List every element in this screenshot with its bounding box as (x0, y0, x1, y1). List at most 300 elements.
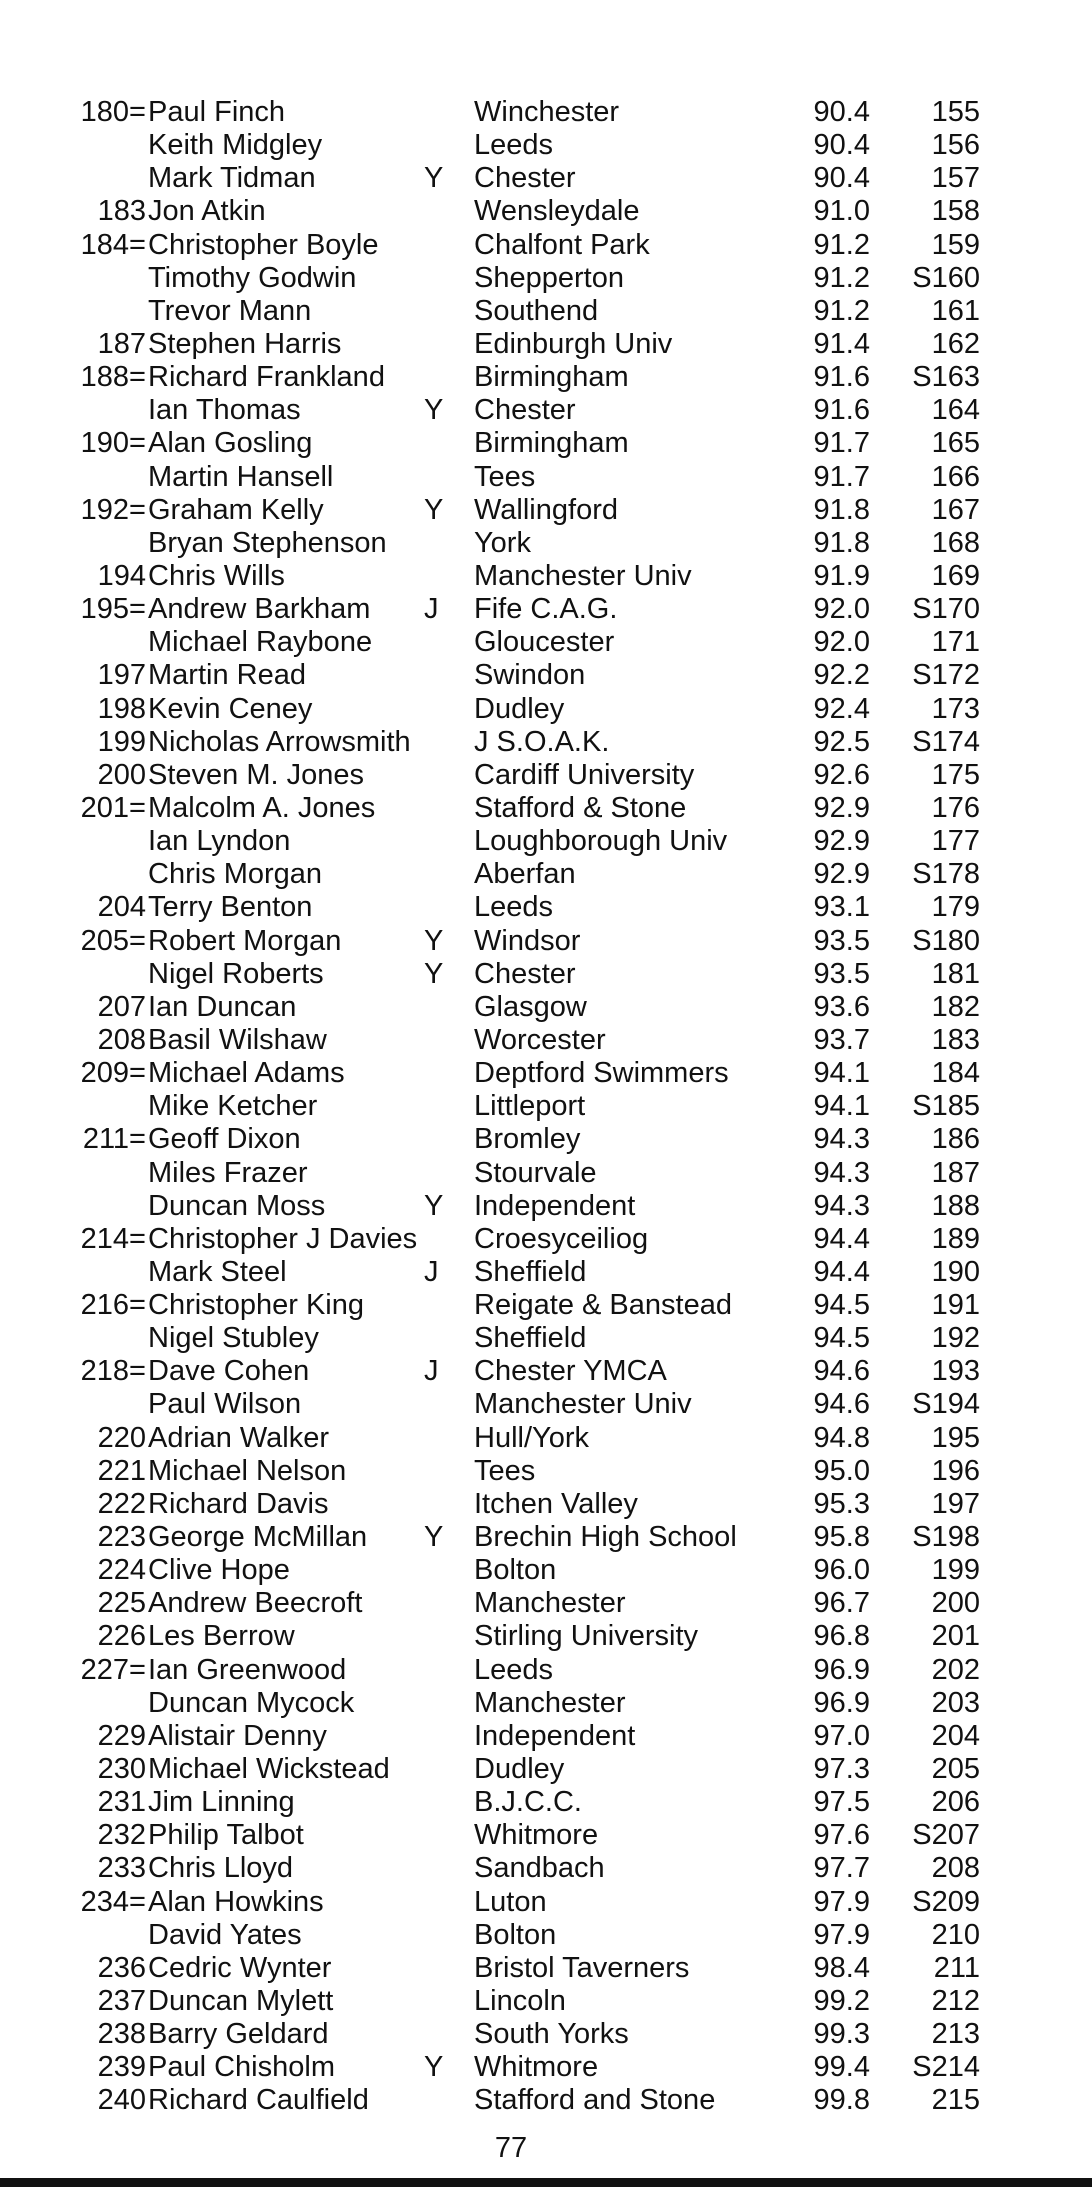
competitor-name-cell: Paul Wilson (148, 1388, 302, 1421)
entry-number-cell: S174 (912, 725, 980, 758)
result-row (0, 1919, 1092, 1952)
entry-number-cell: 208 (931, 1852, 980, 1885)
competitor-name-cell: Andrew Barkham (148, 593, 371, 626)
result-row (0, 1687, 1092, 1720)
club-cell: Chester (474, 162, 576, 195)
position-cell: 199 (97, 725, 146, 758)
result-row (0, 991, 1092, 1024)
score-cell: 91.6 (813, 361, 870, 394)
entry-number-cell: 213 (931, 2018, 980, 2051)
position-cell: 208 (97, 1023, 146, 1056)
entry-number-cell: 186 (931, 1123, 980, 1156)
competitor-name-cell: Michael Wickstead (148, 1753, 390, 1786)
club-cell: Birmingham (474, 427, 629, 460)
result-row (0, 1355, 1092, 1388)
club-cell: Manchester Univ (474, 559, 692, 592)
entry-number-cell: 182 (931, 990, 980, 1023)
competitor-name-cell: Michael Nelson (148, 1454, 347, 1487)
category-flag-cell: Y (424, 1189, 444, 1222)
result-row (0, 527, 1092, 560)
score-cell: 97.5 (813, 1786, 870, 1819)
result-row (0, 229, 1092, 262)
result-row (0, 1123, 1092, 1156)
position-cell: 232 (97, 1819, 146, 1852)
competitor-name-cell: Steven M. Jones (148, 758, 364, 791)
club-cell: Stafford & Stone (474, 791, 687, 824)
position-cell: 192= (80, 493, 146, 526)
result-row (0, 394, 1092, 427)
club-cell: Manchester (474, 1587, 626, 1620)
competitor-name-cell: Chris Lloyd (148, 1852, 294, 1885)
entry-number-cell: 166 (931, 460, 980, 493)
score-cell: 93.5 (813, 957, 870, 990)
position-cell: 214= (80, 1222, 146, 1255)
result-row (0, 1554, 1092, 1587)
category-flag-cell: Y (424, 2051, 444, 2084)
club-cell: Stirling University (474, 1620, 698, 1653)
club-cell: Cardiff University (474, 758, 695, 791)
score-cell: 91.7 (813, 427, 870, 460)
score-cell: 99.3 (813, 2018, 870, 2051)
competitor-name-cell: Graham Kelly (148, 493, 324, 526)
result-row (0, 925, 1092, 958)
score-cell: 92.9 (813, 858, 870, 891)
score-cell: 93.5 (813, 924, 870, 957)
club-cell: Shepperton (474, 261, 624, 294)
competitor-name-cell: Cedric Wynter (148, 1951, 332, 1984)
entry-number-cell: 157 (931, 162, 980, 195)
competitor-name-cell: Keith Midgley (148, 129, 323, 162)
club-cell: Hull/York (474, 1421, 589, 1454)
position-cell: 205= (80, 924, 146, 957)
entry-number-cell: 197 (931, 1487, 980, 1520)
position-cell: 234= (80, 1885, 146, 1918)
entry-number-cell: 179 (931, 891, 980, 924)
competitor-name-cell: Chris Wills (148, 559, 285, 592)
competitor-name-cell: Les Berrow (148, 1620, 295, 1653)
results-table (0, 96, 1092, 2118)
competitor-name-cell: Clive Hope (148, 1554, 290, 1587)
score-cell: 94.5 (813, 1289, 870, 1322)
competitor-name-cell: Ian Duncan (148, 990, 297, 1023)
score-cell: 93.6 (813, 990, 870, 1023)
club-cell: Reigate & Banstead (474, 1289, 732, 1322)
result-row (0, 1322, 1092, 1355)
entry-number-cell: S198 (912, 1521, 980, 1554)
position-cell: 224 (97, 1554, 146, 1587)
result-row (0, 1488, 1092, 1521)
score-cell: 99.2 (813, 1985, 870, 2018)
competitor-name-cell: Christopher King (148, 1289, 364, 1322)
entry-number-cell: 177 (931, 825, 980, 858)
result-row (0, 792, 1092, 825)
competitor-name-cell: Alan Gosling (148, 427, 313, 460)
club-cell: Whitmore (474, 2051, 599, 2084)
result-row (0, 1422, 1092, 1455)
position-cell: 220 (97, 1421, 146, 1454)
competitor-name-cell: Timothy Godwin (148, 261, 357, 294)
club-cell: Chester (474, 394, 576, 427)
position-cell: 204 (97, 891, 146, 924)
entry-number-cell: 164 (931, 394, 980, 427)
result-row (0, 262, 1092, 295)
entry-number-cell: 191 (931, 1289, 980, 1322)
position-cell: 216= (80, 1289, 146, 1322)
position-cell: 180= (80, 96, 146, 128)
score-cell: 97.3 (813, 1753, 870, 1786)
competitor-name-cell: Kevin Ceney (148, 692, 313, 725)
entry-number-cell: 156 (931, 129, 980, 162)
position-cell: 183 (97, 195, 146, 228)
score-cell: 96.9 (813, 1653, 870, 1686)
score-cell: 97.7 (813, 1852, 870, 1885)
competitor-name-cell: Malcolm A. Jones (148, 791, 376, 824)
score-cell: 94.1 (813, 1057, 870, 1090)
competitor-name-cell: Duncan Moss (148, 1189, 326, 1222)
competitor-name-cell: Terry Benton (148, 891, 313, 924)
result-row (0, 2018, 1092, 2051)
entry-number-cell: 202 (931, 1653, 980, 1686)
category-flag-cell: Y (424, 493, 444, 526)
entry-number-cell: 165 (931, 427, 980, 460)
competitor-name-cell: Ian Greenwood (148, 1653, 347, 1686)
competitor-name-cell: Martin Hansell (148, 460, 334, 493)
club-cell: Brechin High School (474, 1521, 737, 1554)
club-cell: Bromley (474, 1123, 581, 1156)
competitor-name-cell: Philip Talbot (148, 1819, 304, 1852)
position-cell: 229 (97, 1719, 146, 1752)
category-flag-cell: Y (424, 162, 444, 195)
competitor-name-cell: Stephen Harris (148, 327, 342, 360)
entry-number-cell: 195 (931, 1421, 980, 1454)
position-cell: 238 (97, 2018, 146, 2051)
result-row (0, 1057, 1092, 1090)
result-row (0, 1289, 1092, 1322)
result-row (0, 1620, 1092, 1653)
club-cell: Wallingford (474, 493, 618, 526)
entry-number-cell: 183 (931, 1023, 980, 1056)
score-cell: 91.9 (813, 559, 870, 592)
club-cell: Bolton (474, 1918, 557, 1951)
position-cell: 225 (97, 1587, 146, 1620)
result-row (0, 1852, 1092, 1885)
result-row (0, 295, 1092, 328)
entry-number-cell: 167 (931, 493, 980, 526)
competitor-name-cell: Geoff Dixon (148, 1123, 301, 1156)
entry-number-cell: 189 (931, 1222, 980, 1255)
club-cell: Lincoln (474, 1985, 566, 2018)
club-cell: Wensleydale (474, 195, 640, 228)
score-cell: 90.4 (813, 162, 870, 195)
competitor-name-cell: Duncan Mycock (148, 1686, 355, 1719)
result-row (0, 1587, 1092, 1620)
club-cell: Dudley (474, 692, 565, 725)
entry-number-cell: 175 (931, 758, 980, 791)
club-cell: Itchen Valley (474, 1487, 638, 1520)
entry-number-cell: 192 (931, 1322, 980, 1355)
competitor-name-cell: Miles Frazer (148, 1156, 308, 1189)
result-row (0, 1024, 1092, 1057)
result-row (0, 825, 1092, 858)
competitor-name-cell: Ian Lyndon (148, 825, 291, 858)
result-row (0, 1786, 1092, 1819)
entry-number-cell: 205 (931, 1753, 980, 1786)
score-cell: 91.2 (813, 228, 870, 261)
club-cell: Manchester Univ (474, 1388, 692, 1421)
competitor-name-cell: Mark Tidman (148, 162, 316, 195)
position-cell: 223 (97, 1521, 146, 1554)
club-cell: Birmingham (474, 361, 629, 394)
competitor-name-cell: Bryan Stephenson (148, 526, 387, 559)
result-row (0, 1190, 1092, 1223)
result-row (0, 1521, 1092, 1554)
result-row (0, 1654, 1092, 1687)
score-cell: 96.7 (813, 1587, 870, 1620)
position-cell: 222 (97, 1487, 146, 1520)
result-row (0, 96, 1092, 129)
club-cell: Chester (474, 957, 576, 990)
competitor-name-cell: Chris Morgan (148, 858, 323, 891)
club-cell: Leeds (474, 129, 554, 162)
position-cell: 195= (80, 593, 146, 626)
entry-number-cell: 200 (931, 1587, 980, 1620)
entry-number-cell: S185 (912, 1090, 980, 1123)
result-row (0, 427, 1092, 460)
score-cell: 97.6 (813, 1819, 870, 1852)
competitor-name-cell: Andrew Beecroft (148, 1587, 363, 1620)
club-cell: York (474, 526, 531, 559)
result-row (0, 361, 1092, 394)
club-cell: Swindon (474, 659, 586, 692)
score-cell: 98.4 (813, 1951, 870, 1984)
competitor-name-cell: Richard Caulfield (148, 2084, 369, 2117)
club-cell: Deptford Swimmers (474, 1057, 729, 1090)
result-row (0, 593, 1092, 626)
entry-number-cell: 176 (931, 791, 980, 824)
score-cell: 99.4 (813, 2051, 870, 2084)
result-row (0, 1819, 1092, 1852)
position-cell: 236 (97, 1951, 146, 1984)
position-cell: 194 (97, 559, 146, 592)
position-cell: 211= (82, 1123, 146, 1156)
club-cell: Manchester (474, 1686, 626, 1719)
club-cell: Bolton (474, 1554, 557, 1587)
club-cell: B.J.C.C. (474, 1786, 582, 1819)
club-cell: Bristol Taverners (474, 1951, 690, 1984)
entry-number-cell: 190 (931, 1255, 980, 1288)
category-flag-cell: J (424, 593, 439, 626)
entry-number-cell: 181 (931, 957, 980, 990)
club-cell: Stourvale (474, 1156, 597, 1189)
result-row (0, 1388, 1092, 1421)
entry-number-cell: S207 (912, 1819, 980, 1852)
club-cell: J S.O.A.K. (474, 725, 610, 758)
club-cell: Loughborough Univ (474, 825, 728, 858)
entry-number-cell: 199 (931, 1554, 980, 1587)
club-cell: Tees (474, 1454, 536, 1487)
score-cell: 94.8 (813, 1421, 870, 1454)
entry-number-cell: 215 (931, 2084, 980, 2117)
score-cell: 95.3 (813, 1487, 870, 1520)
score-cell: 95.0 (813, 1454, 870, 1487)
club-cell: Aberfan (474, 858, 576, 891)
result-row (0, 494, 1092, 527)
score-cell: 93.1 (813, 891, 870, 924)
club-cell: Chester YMCA (474, 1355, 667, 1388)
score-cell: 92.4 (813, 692, 870, 725)
position-cell: 233 (97, 1852, 146, 1885)
score-cell: 96.9 (813, 1686, 870, 1719)
position-cell: 197 (97, 659, 146, 692)
position-cell: 198 (97, 692, 146, 725)
club-cell: Sandbach (474, 1852, 605, 1885)
result-row (0, 1952, 1092, 1985)
score-cell: 91.8 (813, 493, 870, 526)
result-row (0, 1256, 1092, 1289)
result-row (0, 195, 1092, 228)
result-row (0, 2084, 1092, 2117)
competitor-name-cell: Adrian Walker (148, 1421, 330, 1454)
competitor-name-cell: Dave Cohen (148, 1355, 310, 1388)
competitor-name-cell: Mike Ketcher (148, 1090, 318, 1123)
club-cell: Tees (474, 460, 536, 493)
score-cell: 94.6 (813, 1355, 870, 1388)
entry-number-cell: 201 (931, 1620, 980, 1653)
competitor-name-cell: Barry Geldard (148, 2018, 329, 2051)
position-cell: 230 (97, 1753, 146, 1786)
competitor-name-cell: Michael Raybone (148, 626, 373, 659)
club-cell: Croesyceiliog (474, 1222, 649, 1255)
result-row (0, 560, 1092, 593)
result-row (0, 129, 1092, 162)
position-cell: 231 (97, 1786, 146, 1819)
score-cell: 95.8 (813, 1521, 870, 1554)
entry-number-cell: S160 (912, 261, 980, 294)
club-cell: South Yorks (474, 2018, 629, 2051)
competitor-name-cell: Nigel Roberts (148, 957, 324, 990)
category-flag-cell: Y (424, 957, 444, 990)
score-cell: 92.2 (813, 659, 870, 692)
score-cell: 91.2 (813, 261, 870, 294)
club-cell: Littleport (474, 1090, 586, 1123)
position-cell: 221 (97, 1454, 146, 1487)
entry-number-cell: 196 (931, 1454, 980, 1487)
entry-number-cell: 193 (931, 1355, 980, 1388)
entry-number-cell: S170 (912, 593, 980, 626)
score-cell: 94.3 (813, 1156, 870, 1189)
position-cell: 218= (80, 1355, 146, 1388)
entry-number-cell: S163 (912, 361, 980, 394)
entry-number-cell: 168 (931, 526, 980, 559)
entry-number-cell: S214 (912, 2051, 980, 2084)
club-cell: Gloucester (474, 626, 615, 659)
score-cell: 90.4 (813, 96, 870, 128)
entry-number-cell: 169 (931, 559, 980, 592)
result-row (0, 1455, 1092, 1488)
score-cell: 96.8 (813, 1620, 870, 1653)
score-cell: 92.6 (813, 758, 870, 791)
competitor-name-cell: Richard Frankland (148, 361, 385, 394)
result-row (0, 1753, 1092, 1786)
score-cell: 96.0 (813, 1554, 870, 1587)
position-cell: 184= (80, 228, 146, 261)
score-cell: 94.4 (813, 1255, 870, 1288)
result-row (0, 461, 1092, 494)
entry-number-cell: 212 (931, 1985, 980, 2018)
result-row (0, 2051, 1092, 2084)
entry-number-cell: S172 (912, 659, 980, 692)
club-cell: Stafford and Stone (474, 2084, 716, 2117)
score-cell: 97.9 (813, 1918, 870, 1951)
position-cell: 187 (97, 327, 146, 360)
competitor-name-cell: Paul Chisholm (148, 2051, 335, 2084)
competitor-name-cell: Christopher J Davies (148, 1222, 418, 1255)
entry-number-cell: 162 (931, 327, 980, 360)
position-cell: 190= (80, 427, 146, 460)
score-cell: 91.8 (813, 526, 870, 559)
club-cell: Luton (474, 1885, 547, 1918)
competitor-name-cell: Richard Davis (148, 1487, 329, 1520)
competitor-name-cell: Jon Atkin (148, 195, 266, 228)
competitor-name-cell: George McMillan (148, 1521, 368, 1554)
entry-number-cell: 171 (931, 626, 980, 659)
score-cell: 91.2 (813, 294, 870, 327)
entry-number-cell: 187 (931, 1156, 980, 1189)
result-row (0, 858, 1092, 891)
entry-number-cell: S178 (912, 858, 980, 891)
result-row (0, 693, 1092, 726)
competitor-name-cell: Alan Howkins (148, 1885, 324, 1918)
score-cell: 92.9 (813, 791, 870, 824)
competitor-name-cell: Jim Linning (148, 1786, 295, 1819)
entry-number-cell: 188 (931, 1189, 980, 1222)
category-flag-cell: Y (424, 924, 444, 957)
entry-number-cell: 161 (931, 294, 980, 327)
club-cell: Windsor (474, 924, 581, 957)
score-cell: 94.3 (813, 1123, 870, 1156)
page-number: 77 (494, 2132, 528, 2164)
entry-number-cell: 184 (931, 1057, 980, 1090)
result-row (0, 958, 1092, 991)
score-cell: 97.0 (813, 1719, 870, 1752)
score-cell: 91.6 (813, 394, 870, 427)
result-row (0, 891, 1092, 924)
entry-number-cell: S180 (912, 924, 980, 957)
competitor-name-cell: Duncan Mylett (148, 1985, 334, 2018)
competitor-name-cell: Mark Steel (148, 1255, 287, 1288)
competitor-name-cell: Robert Morgan (148, 924, 342, 957)
category-flag-cell: J (424, 1355, 439, 1388)
club-cell: Independent (474, 1719, 636, 1752)
result-row (0, 328, 1092, 361)
competitor-name-cell: Basil Wilshaw (148, 1023, 327, 1056)
category-flag-cell: Y (424, 394, 444, 427)
result-row (0, 1223, 1092, 1256)
position-cell: 237 (97, 1985, 146, 2018)
club-cell: Edinburgh Univ (474, 327, 673, 360)
competitor-name-cell: Michael Adams (148, 1057, 345, 1090)
score-cell: 91.0 (813, 195, 870, 228)
result-row (0, 726, 1092, 759)
entry-number-cell: 159 (931, 228, 980, 261)
score-cell: 97.9 (813, 1885, 870, 1918)
score-cell: 91.4 (813, 327, 870, 360)
entry-number-cell: 204 (931, 1719, 980, 1752)
result-row (0, 162, 1092, 195)
score-cell: 94.6 (813, 1388, 870, 1421)
result-row (0, 1090, 1092, 1123)
competitor-name-cell: Alistair Denny (148, 1719, 327, 1752)
